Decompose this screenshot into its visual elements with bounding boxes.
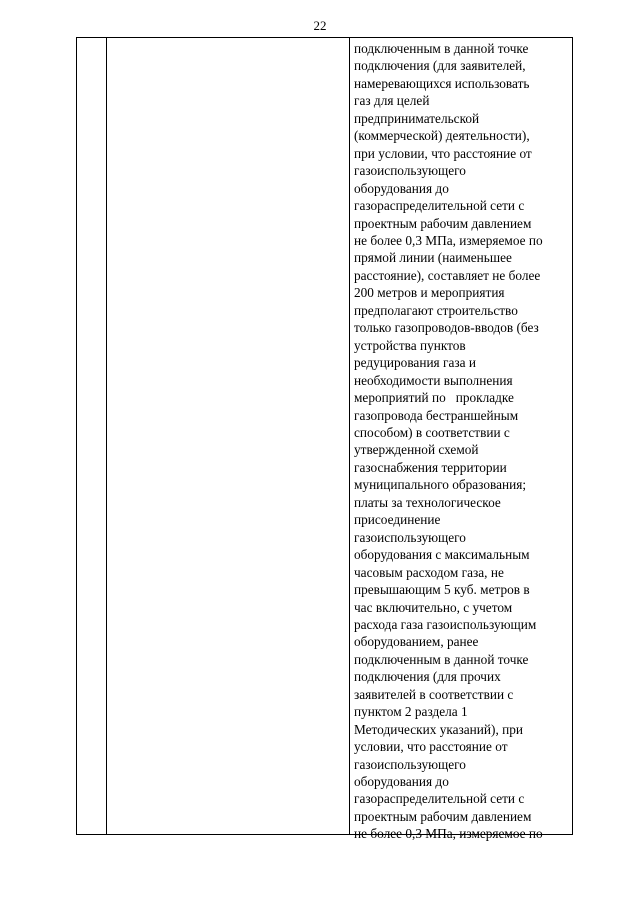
text-line: газ для целей (354, 93, 430, 109)
text-line: мероприятий по прокладке (354, 390, 514, 406)
text-line: газоиспользующего (354, 529, 466, 545)
text-line: предпринимательской (354, 110, 480, 126)
text-line: газоснабжения территории (354, 459, 507, 475)
text-line: прямой линии (наименьшее (354, 250, 512, 266)
text-line: проектным рабочим давлением (354, 215, 532, 231)
text-line: платы за технологическое (354, 494, 501, 510)
text-line: предполагают строительство (354, 302, 518, 318)
text-line: подключения (для заявителей, (354, 58, 526, 74)
table-cell-number (77, 38, 106, 834)
text-line: при условии, что расстояние от (354, 145, 532, 161)
text-line: оборудованием, ранее (354, 634, 479, 650)
text-line: 200 метров и мероприятия (354, 285, 505, 301)
text-line: редуцирования газа и (354, 355, 476, 371)
text-line: устройства пунктов (354, 337, 466, 353)
page-number: 22 (313, 18, 327, 33)
text-line: газораспределительной сети с (354, 791, 525, 807)
text-line: пунктом 2 раздела 1 (354, 704, 468, 720)
table-cell-text (350, 38, 572, 842)
text-line: газопровода бестраншейным (354, 407, 519, 423)
document-table (76, 37, 573, 842)
text-line: (коммерческой) деятельности), (354, 128, 530, 144)
text-line: не более 0,3 МПа, измеряемое по (354, 232, 543, 248)
table-cell-name (107, 38, 349, 834)
text-line: муниципального образования; (354, 477, 527, 493)
text-line: не более 0,3 МПа, измеряемое по (354, 826, 543, 842)
text-line: заявителей в соответствии с (354, 686, 514, 702)
text-line: газораспределительной сети с (354, 198, 525, 214)
text-line: подключенным в данной точке (354, 41, 529, 56)
text-line: способом) в соответствии с (354, 424, 510, 440)
text-line: условии, что расстояние от (354, 739, 508, 755)
text-line: проектным рабочим давлением (354, 808, 532, 824)
text-line: превышающим 5 куб. метров в (354, 582, 530, 598)
text-line: подключения (для прочих (354, 669, 501, 685)
text-line: часовым расходом газа, не (354, 564, 504, 580)
text-line: утвержденной схемой (354, 442, 479, 458)
text-line: подключенным в данной точке (354, 651, 529, 667)
text-line: только газопроводов-вводов (без (354, 320, 539, 336)
text-line: присоединение (354, 512, 441, 528)
text-line: газоиспользующего (354, 756, 466, 772)
text-line: оборудования до (354, 774, 449, 790)
text-line: газоиспользующего (354, 163, 466, 179)
text-line: необходимости выполнения (354, 372, 513, 388)
text-line: намеревающихся использовать (354, 75, 530, 91)
text-line: расхода газа газоиспользующим (354, 616, 537, 632)
text-line: час включительно, с учетом (354, 599, 513, 615)
text-line: оборудования до (354, 180, 449, 196)
text-line: Методических указаний), при (354, 721, 523, 737)
text-line: расстояние), составляет не более (354, 267, 541, 283)
text-line: оборудования с максимальным (354, 547, 530, 563)
